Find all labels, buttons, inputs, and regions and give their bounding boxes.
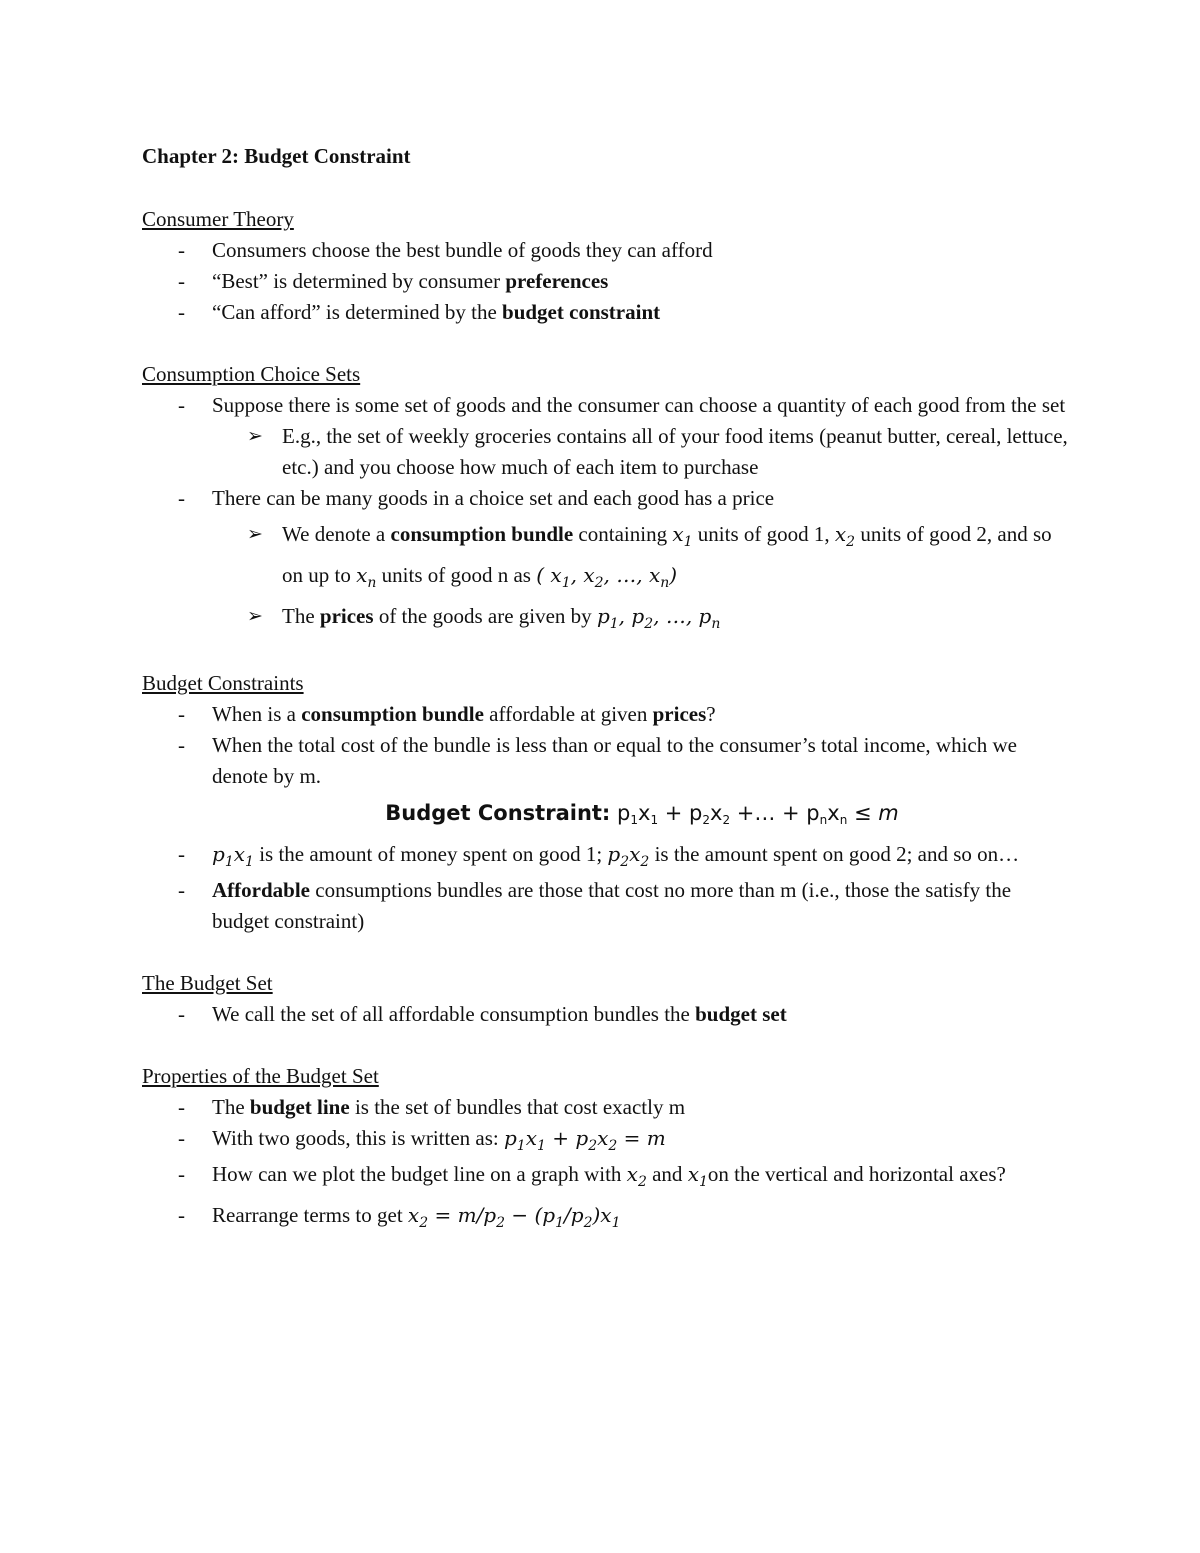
math-xn: $x_n$ [356, 563, 377, 591]
math-bundle: ( $x_1$, $x_2$, …, $x_n$) [536, 563, 678, 591]
math-x1: $x_1$ [672, 522, 693, 550]
budget-constraint-equation: Budget Constraint: $p_1x_1 + p_2x_2$ +… + $p_nx_n \le m$ [385, 801, 899, 827]
bullet-item: - Rearrange terms to get $x_2 = m/p_2 - (p_1/p_2)x_1$ [142, 1195, 1072, 1236]
section-consumer-theory [142, 204, 1072, 328]
sub-bullet-item: ➢ E.g., the set of weekly groceries contains all of your food items (peanut butter, cereal, lettuce, etc.) and you choose how much of each item to purchase [142, 421, 1072, 483]
bullet-item: - We call the set of all affordable consumption bundles the budget set [142, 999, 1072, 1030]
math-x1: $x_1$ [687, 1162, 708, 1190]
bullet-item: - “Can afford” is determined by the budget constraint [142, 297, 1072, 328]
section-budget-set [142, 968, 1072, 1030]
bullet-item: - The budget line is the set of bundles that cost exactly m [142, 1092, 1072, 1123]
section-heading: Budget Constraints [142, 671, 304, 695]
bullet-item: - With two goods, this is written as: $p_1x_1 + p_2x_2 = m$ [142, 1123, 1072, 1154]
bullet-item: - “Best” is determined by consumer preferences [142, 266, 1072, 297]
math-x2: $x_2$ [626, 1162, 647, 1190]
section-properties [142, 1061, 1072, 1236]
bullet-item: - There can be many goods in a choice set and each good has a price [142, 483, 1072, 514]
bullet-item: - When is a consumption bundle affordable at given prices? [142, 699, 1072, 730]
bullet-item: - Affordable consumptions bundles are those that cost no more than m (i.e., those the satisfy the budget constraint) [142, 875, 1072, 937]
page-title: Chapter 2: Budget Constraint [142, 144, 411, 168]
math-x2: $x_2$ [834, 522, 856, 550]
math-budget-line: $p_1x_1 + p_2x_2 = m$ [503, 1126, 666, 1154]
math-rearranged: $x_2 = m/p_2 - (p_1/p_2)x_1$ [407, 1203, 621, 1231]
section-heading: Consumer Theory [142, 207, 294, 231]
section-heading: Consumption Choice Sets [142, 362, 361, 386]
section-heading: The Budget Set [142, 971, 273, 995]
math-p2x2: $p_2x_2$ [607, 842, 650, 870]
bullet-item: - Consumers choose the best bundle of goods they can afford [142, 235, 1072, 266]
document-page [142, 142, 1072, 1267]
math-p1x1: $p_1x_1$ [212, 842, 254, 870]
bullet-item: - $p_1x_1$ is the amount of money spent on good 1; $p_2x_2$ is the amount spent on good 2; and so on… [142, 834, 1072, 875]
bullet-item: - Suppose there is some set of goods and the consumer can choose a quantity of each good from the set [142, 390, 1072, 421]
section-budget-constraints [142, 668, 1072, 937]
sub-bullet-item: ➢ The prices of the goods are given by $p_1$, $p_2$, …, $p_n$ [142, 596, 1072, 637]
section-heading: Properties of the Budget Set [142, 1064, 379, 1088]
bullet-item: - When the total cost of the bundle is less than or equal to the consumer’s total income, which we denote by m. [142, 730, 1072, 792]
section-choice-sets [142, 359, 1072, 637]
bullet-item: - How can we plot the budget line on a graph with $x_2$ and $x_1on$ the vertical and horizontal axes? [142, 1154, 1072, 1195]
math-prices: $p_1$, $p_2$, …, $p_n$ [596, 604, 721, 632]
sub-bullet-item: ➢ We denote a consumption bundle containing $x_1$ units of good 1, $x_2$ units of good 2, and so on up to $x_n$ units of good n as ( $x_1$, $x_2$, …, $x_n$) [142, 514, 1072, 596]
